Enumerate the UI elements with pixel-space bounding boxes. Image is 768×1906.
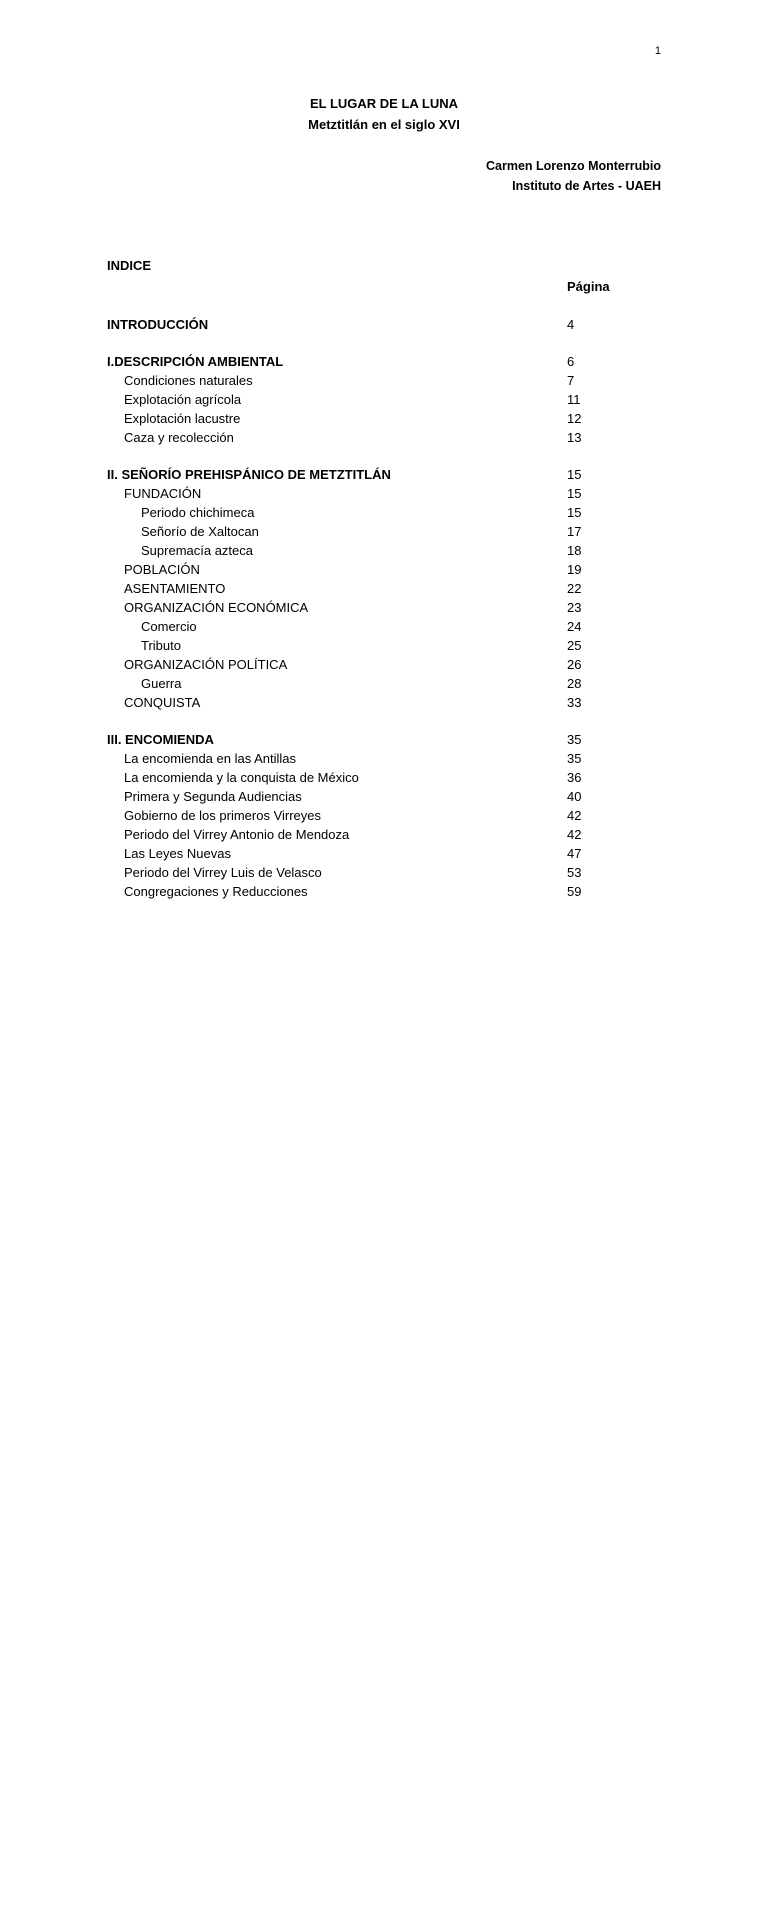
toc-entry-label: Gobierno de los primeros Virreyes (124, 808, 322, 823)
toc-entry-label: La encomienda y la conquista de México (124, 770, 359, 785)
toc-entry-label: Primera y Segunda Audiencias (124, 789, 302, 804)
toc-entry-page: 22 (567, 579, 768, 1603)
toc-entry-label: Guerra (141, 676, 182, 691)
toc-entry-label: INTRODUCCIÓN (107, 317, 209, 332)
toc-entry-label: Tributo (141, 638, 181, 653)
toc-entry (107, 636, 667, 655)
toc-entry (107, 655, 667, 674)
toc-entry (107, 465, 667, 484)
toc-entry-page: 53 (567, 863, 768, 1887)
toc-entry (107, 371, 667, 390)
title-block (0, 93, 768, 135)
document-title: EL LUGAR DE LA LUNA (309, 96, 459, 111)
toc-entry-page: 33 (567, 693, 768, 1717)
toc-entry-label: Periodo del Virrey Luis de Velasco (124, 865, 322, 880)
toc-entry (107, 579, 667, 598)
toc-entry-label: POBLACIÓN (124, 562, 200, 577)
toc-entry-page: 7 (567, 371, 768, 1395)
toc-entry-label: ASENTAMIENTO (124, 581, 226, 596)
toc-entry-page: 28 (567, 674, 768, 1698)
toc-entry-page: 26 (567, 655, 768, 1679)
toc-entry-page: 19 (567, 560, 768, 1584)
toc-entry-label: Congregaciones y Reducciones (124, 884, 308, 899)
toc-entry (107, 598, 667, 617)
toc-entry (107, 315, 667, 334)
toc-entry (107, 844, 667, 863)
toc-entry (107, 674, 667, 693)
toc-entry-page: 12 (567, 409, 768, 1433)
toc-entry-label: II. SEÑORÍO PREHISPÁNICO DE METZTITLÁN (107, 467, 391, 482)
toc-entry-label: ORGANIZACIÓN POLÍTICA (124, 657, 288, 672)
toc-entry-label: CONQUISTA (124, 695, 201, 710)
toc-entry-page: 17 (567, 522, 768, 1546)
toc-entry (107, 560, 667, 579)
toc-entry-label: III. ENCOMIENDA (107, 732, 214, 747)
toc-entry-page: 35 (567, 730, 768, 1754)
toc-entry-label: FUNDACIÓN (124, 486, 202, 501)
toc-entry-label: Periodo chichimeca (141, 505, 255, 520)
toc-entry-page: 6 (567, 352, 768, 1376)
toc-entry (107, 617, 667, 636)
index-heading: INDICE (107, 258, 152, 273)
toc-entry (107, 428, 667, 447)
toc-entry (107, 390, 667, 409)
toc-entry-label: Condiciones naturales (124, 373, 253, 388)
toc-entry (107, 730, 667, 749)
toc-entry-page: 47 (567, 844, 768, 1868)
author-name: Carmen Lorenzo Monterrubio (485, 159, 661, 173)
toc-entry (107, 693, 667, 712)
toc-entry-label: Señorío de Xaltocan (141, 524, 259, 539)
toc-entry-page: 36 (567, 768, 768, 1792)
toc-entry (107, 409, 667, 428)
toc-entry (107, 806, 667, 825)
page-number: 1 (654, 45, 661, 57)
toc-entry-label: Explotación agrícola (124, 392, 242, 407)
toc-entry-label: I.DESCRIPCIÓN AMBIENTAL (107, 354, 284, 369)
toc-entry-page: 42 (567, 825, 768, 1849)
toc-entry-label: Comercio (141, 619, 197, 634)
toc-entry-page: 18 (567, 541, 768, 1565)
toc-entry-page: 42 (567, 806, 768, 1830)
toc-entry (107, 522, 667, 541)
toc-entry-label: Explotación lacustre (124, 411, 241, 426)
toc-entry-label: ORGANIZACIÓN ECONÓMICA (124, 600, 309, 615)
toc-entry-page: 15 (567, 503, 768, 1527)
author-block (486, 156, 661, 196)
toc-entry (107, 484, 667, 503)
document-subtitle: Metztitlán en el siglo XVI (308, 117, 460, 132)
toc-entry (107, 749, 667, 768)
toc-entry (107, 768, 667, 787)
toc-entry-page: 23 (567, 598, 768, 1622)
toc-entry-page: 13 (567, 428, 768, 1452)
toc-entry-page: 59 (567, 882, 768, 1906)
toc-entry-page: 25 (567, 636, 768, 1660)
toc-entry-page: 40 (567, 787, 768, 1811)
author-institution: Instituto de Artes - UAEH (512, 179, 661, 193)
toc-entry-label: Periodo del Virrey Antonio de Mendoza (124, 827, 350, 842)
toc-entry-page: 11 (567, 390, 768, 1414)
page-column-heading: Página (567, 279, 610, 294)
toc-entry-page: 4 (567, 315, 768, 1339)
toc-entry-label: Caza y recolección (124, 430, 234, 445)
toc-entry-page: 24 (567, 617, 768, 1641)
toc-entry (107, 503, 667, 522)
toc-entry-page: 35 (567, 749, 768, 1773)
toc-entry (107, 541, 667, 560)
toc-entry (107, 882, 667, 901)
table-of-contents (107, 315, 667, 901)
toc-entry (107, 787, 667, 806)
toc-entry (107, 863, 667, 882)
toc-entry-label: La encomienda en las Antillas (124, 751, 297, 766)
toc-entry-label: Supremacía azteca (141, 543, 254, 558)
toc-entry-page: 15 (567, 465, 768, 1489)
toc-entry (107, 825, 667, 844)
toc-entry (107, 352, 667, 371)
toc-entry-page: 15 (567, 484, 768, 1508)
toc-entry-label: Las Leyes Nuevas (124, 846, 231, 861)
